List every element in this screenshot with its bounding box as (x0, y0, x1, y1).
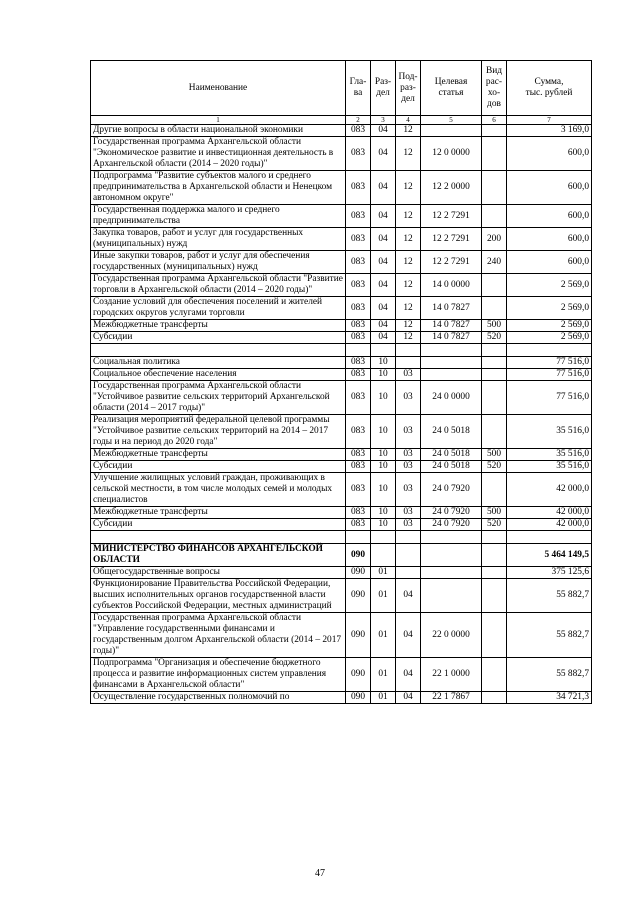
row-summa-cell: 35 516,0 (507, 415, 592, 449)
row-vid-rashodov-cell (482, 274, 507, 297)
row-razdel-cell: 04 (371, 228, 396, 251)
table-row (91, 320, 592, 332)
row-razdel-cell: 10 (371, 519, 396, 531)
row-vid-rashodov-cell: 520 (482, 519, 507, 531)
table-row (91, 519, 592, 531)
row-cel-statya-cell: 12 2 0000 (421, 171, 482, 205)
row-razdel-cell (371, 344, 396, 357)
table-row (91, 381, 592, 415)
row-vid-rashodov-cell (482, 473, 507, 507)
row-podrazdel-cell: 12 (396, 171, 421, 205)
col-number: 1 (91, 116, 346, 125)
row-cel-statya-cell: 24 0 0000 (421, 381, 482, 415)
row-summa-cell: 35 516,0 (507, 449, 592, 461)
table-row (91, 544, 592, 567)
table-row (91, 415, 592, 449)
row-razdel-cell: 01 (371, 613, 396, 658)
row-razdel-cell: 10 (371, 507, 396, 519)
row-podrazdel-cell: 12 (396, 332, 421, 344)
row-cel-statya-cell: 14 0 7827 (421, 320, 482, 332)
row-name-cell: Общегосударственные вопросы (91, 567, 346, 579)
row-summa-cell: 77 516,0 (507, 381, 592, 415)
row-podrazdel-cell (396, 357, 421, 369)
row-podrazdel-cell: 03 (396, 473, 421, 507)
row-glava-cell: 083 (346, 507, 371, 519)
row-summa-cell: 55 882,7 (507, 613, 592, 658)
row-name-cell: Государственная программа Архангельской области "Развитие торговли в Архангельской области (2014 – 2020 годы)" (91, 274, 346, 297)
row-cel-statya-cell: 24 0 5018 (421, 461, 482, 473)
row-razdel-cell: 01 (371, 579, 396, 613)
row-razdel-cell (371, 544, 396, 567)
table-body (91, 125, 592, 704)
table-row (91, 449, 592, 461)
row-razdel-cell: 10 (371, 381, 396, 415)
row-vid-rashodov-cell (482, 344, 507, 357)
row-razdel-cell: 04 (371, 274, 396, 297)
row-glava-cell: 083 (346, 297, 371, 320)
table-header-row (91, 61, 592, 116)
header-vid-rashodov: Вид рас- хо- дов (482, 61, 507, 116)
row-name-cell: Осуществление государственных полномочий по (91, 692, 346, 704)
row-cel-statya-cell: 14 0 7827 (421, 332, 482, 344)
row-razdel-cell: 04 (371, 137, 396, 171)
row-vid-rashodov-cell: 520 (482, 461, 507, 473)
row-podrazdel-cell: 04 (396, 658, 421, 692)
row-podrazdel-cell: 12 (396, 205, 421, 228)
row-razdel-cell: 01 (371, 658, 396, 692)
row-cel-statya-cell (421, 579, 482, 613)
row-name-cell: Государственная программа Архангельской области "Управление государственными финансами и государственным долгом Архангельской области (2014 – 2017 годы)" (91, 613, 346, 658)
row-podrazdel-cell: 12 (396, 320, 421, 332)
row-glava-cell: 083 (346, 357, 371, 369)
table-row (91, 658, 592, 692)
row-podrazdel-cell: 12 (396, 297, 421, 320)
row-summa-cell: 77 516,0 (507, 369, 592, 381)
table-row (91, 297, 592, 320)
row-glava-cell: 090 (346, 692, 371, 704)
row-podrazdel-cell: 12 (396, 137, 421, 171)
table-row (91, 137, 592, 171)
row-razdel-cell: 04 (371, 205, 396, 228)
row-razdel-cell: 10 (371, 449, 396, 461)
row-podrazdel-cell: 03 (396, 369, 421, 381)
row-podrazdel-cell (396, 344, 421, 357)
row-vid-rashodov-cell (482, 531, 507, 544)
row-vid-rashodov-cell (482, 692, 507, 704)
row-name-cell: Реализация мероприятий федеральной целевой программы "Устойчивое развитие сельских территорий на 2014 – 2017 годы и на период до 2020 года" (91, 415, 346, 449)
row-summa-cell: 600,0 (507, 137, 592, 171)
row-razdel-cell: 10 (371, 357, 396, 369)
row-summa-cell: 42 000,0 (507, 507, 592, 519)
row-summa-cell: 2 569,0 (507, 332, 592, 344)
row-glava-cell: 083 (346, 137, 371, 171)
row-summa-cell: 55 882,7 (507, 658, 592, 692)
row-cel-statya-cell: 14 0 7827 (421, 297, 482, 320)
row-vid-rashodov-cell: 500 (482, 507, 507, 519)
row-vid-rashodov-cell: 200 (482, 228, 507, 251)
row-summa-cell (507, 344, 592, 357)
page-number: 47 (315, 868, 325, 879)
row-name-cell: Иные закупки товаров, работ и услуг для обеспечения государственных (муниципальных) нужд (91, 251, 346, 274)
row-razdel-cell: 01 (371, 567, 396, 579)
row-summa-cell: 2 569,0 (507, 274, 592, 297)
row-cel-statya-cell (421, 531, 482, 544)
row-name-cell: Государственная программа Архангельской области "Устойчивое развитие сельских территорий Архангельской области (2014 – 2017 годы)" (91, 381, 346, 415)
row-podrazdel-cell: 04 (396, 579, 421, 613)
column-number-row (91, 116, 592, 125)
table-row (91, 692, 592, 704)
row-cel-statya-cell: 24 0 7920 (421, 473, 482, 507)
row-name-cell: Субсидии (91, 461, 346, 473)
row-name-cell: Подпрограмма "Организация и обеспечение бюджетного процесса и развитие информационных систем управления финансами в Архангельской области" (91, 658, 346, 692)
row-summa-cell: 600,0 (507, 251, 592, 274)
row-podrazdel-cell (396, 567, 421, 579)
row-summa-cell: 42 000,0 (507, 519, 592, 531)
table-row (91, 507, 592, 519)
row-name-cell: Другие вопросы в области национальной экономики (91, 125, 346, 137)
row-podrazdel-cell: 04 (396, 692, 421, 704)
row-razdel-cell: 01 (371, 692, 396, 704)
row-glava-cell: 083 (346, 449, 371, 461)
col-number: 7 (507, 116, 592, 125)
row-razdel-cell: 04 (371, 251, 396, 274)
row-name-cell: Межбюджетные трансферты (91, 320, 346, 332)
table-row (91, 579, 592, 613)
row-podrazdel-cell: 12 (396, 251, 421, 274)
table-row (91, 274, 592, 297)
budget-table-container (90, 60, 591, 704)
row-razdel-cell: 04 (371, 297, 396, 320)
row-razdel-cell: 10 (371, 473, 396, 507)
row-glava-cell: 083 (346, 251, 371, 274)
row-vid-rashodov-cell: 500 (482, 320, 507, 332)
table-row (91, 205, 592, 228)
header-glava: Гла- ва (346, 61, 371, 116)
table-row (91, 171, 592, 205)
row-vid-rashodov-cell (482, 658, 507, 692)
row-cel-statya-cell: 12 2 7291 (421, 228, 482, 251)
row-vid-rashodov-cell (482, 381, 507, 415)
row-cel-statya-cell (421, 125, 482, 137)
row-vid-rashodov-cell (482, 369, 507, 381)
row-glava-cell (346, 344, 371, 357)
col-number: 6 (482, 116, 507, 125)
row-glava-cell: 083 (346, 461, 371, 473)
table-row (91, 357, 592, 369)
col-number: 2 (346, 116, 371, 125)
row-summa-cell: 3 169,0 (507, 125, 592, 137)
table-row (91, 251, 592, 274)
row-name-cell: Субсидии (91, 519, 346, 531)
row-name-cell: Государственная поддержка малого и среднего предпринимательства (91, 205, 346, 228)
row-name-cell: Улучшение жилищных условий граждан, проживающих в сельской местности, в том числе молодых семей и молодых специалистов (91, 473, 346, 507)
row-razdel-cell: 04 (371, 320, 396, 332)
row-podrazdel-cell: 12 (396, 228, 421, 251)
row-name-cell (91, 344, 346, 357)
row-podrazdel-cell: 12 (396, 125, 421, 137)
row-summa-cell: 42 000,0 (507, 473, 592, 507)
spacer-row (91, 531, 592, 544)
row-glava-cell: 090 (346, 579, 371, 613)
row-cel-statya-cell: 22 0 0000 (421, 613, 482, 658)
row-glava-cell: 083 (346, 369, 371, 381)
row-summa-cell: 2 569,0 (507, 297, 592, 320)
row-cel-statya-cell (421, 357, 482, 369)
row-summa-cell: 5 464 149,5 (507, 544, 592, 567)
row-vid-rashodov-cell: 240 (482, 251, 507, 274)
row-vid-rashodov-cell (482, 125, 507, 137)
row-podrazdel-cell (396, 531, 421, 544)
row-vid-rashodov-cell (482, 205, 507, 228)
row-cel-statya-cell: 12 0 0000 (421, 137, 482, 171)
row-podrazdel-cell: 03 (396, 381, 421, 415)
row-razdel-cell: 04 (371, 125, 396, 137)
row-vid-rashodov-cell (482, 567, 507, 579)
row-vid-rashodov-cell (482, 137, 507, 171)
row-glava-cell: 090 (346, 567, 371, 579)
row-glava-cell: 083 (346, 205, 371, 228)
row-summa-cell: 600,0 (507, 171, 592, 205)
budget-table (90, 60, 592, 704)
row-name-cell: Межбюджетные трансферты (91, 507, 346, 519)
row-cel-statya-cell (421, 344, 482, 357)
row-glava-cell: 090 (346, 658, 371, 692)
header-podrazdel: Под- раз- дел (396, 61, 421, 116)
row-name-cell: Государственная программа Архангельской области "Экономическое развитие и инвестиционная деятельность в Архангельской области (2014 – 2020 годы)" (91, 137, 346, 171)
table-row (91, 332, 592, 344)
row-cel-statya-cell: 22 1 7867 (421, 692, 482, 704)
row-razdel-cell: 04 (371, 171, 396, 205)
row-name-cell: Социальное обеспечение населения (91, 369, 346, 381)
row-glava-cell: 083 (346, 274, 371, 297)
row-cel-statya-cell (421, 567, 482, 579)
row-podrazdel-cell: 03 (396, 507, 421, 519)
row-glava-cell: 083 (346, 320, 371, 332)
row-summa-cell: 2 569,0 (507, 320, 592, 332)
row-cel-statya-cell: 24 0 5018 (421, 415, 482, 449)
row-summa-cell: 375 125,6 (507, 567, 592, 579)
header-razdel: Раз- дел (371, 61, 396, 116)
table-row (91, 369, 592, 381)
row-glava-cell: 083 (346, 519, 371, 531)
header-cel-statya: Целевая статья (421, 61, 482, 116)
row-razdel-cell: 04 (371, 332, 396, 344)
row-name-cell: Социальная политика (91, 357, 346, 369)
row-glava-cell: 083 (346, 381, 371, 415)
row-podrazdel-cell (396, 544, 421, 567)
table-row (91, 613, 592, 658)
col-number: 4 (396, 116, 421, 125)
col-number: 5 (421, 116, 482, 125)
row-vid-rashodov-cell (482, 415, 507, 449)
row-cel-statya-cell: 22 1 0000 (421, 658, 482, 692)
row-podrazdel-cell: 03 (396, 415, 421, 449)
row-podrazdel-cell: 04 (396, 613, 421, 658)
row-glava-cell: 083 (346, 171, 371, 205)
row-summa-cell (507, 531, 592, 544)
col-number: 3 (371, 116, 396, 125)
row-vid-rashodov-cell: 500 (482, 449, 507, 461)
table-row (91, 473, 592, 507)
row-name-cell: Создание условий для обеспечения поселений и жителей городских округов услугами торговли (91, 297, 346, 320)
row-cel-statya-cell: 12 2 7291 (421, 205, 482, 228)
row-cel-statya-cell: 24 0 7920 (421, 507, 482, 519)
row-cel-statya-cell: 14 0 0000 (421, 274, 482, 297)
row-vid-rashodov-cell: 520 (482, 332, 507, 344)
row-cel-statya-cell: 24 0 7920 (421, 519, 482, 531)
row-cel-statya-cell: 24 0 5018 (421, 449, 482, 461)
row-razdel-cell (371, 531, 396, 544)
row-glava-cell: 083 (346, 332, 371, 344)
row-summa-cell: 34 721,3 (507, 692, 592, 704)
row-podrazdel-cell: 03 (396, 519, 421, 531)
row-glava-cell: 083 (346, 415, 371, 449)
row-summa-cell: 77 516,0 (507, 357, 592, 369)
row-razdel-cell: 10 (371, 369, 396, 381)
row-name-cell: Подпрограмма "Развитие субъектов малого и среднего предпринимательства в Архангельской области и Ненецком автономном округе" (91, 171, 346, 205)
spacer-row (91, 344, 592, 357)
row-razdel-cell: 10 (371, 461, 396, 473)
table-row (91, 125, 592, 137)
table-row (91, 567, 592, 579)
table-row (91, 461, 592, 473)
row-vid-rashodov-cell (482, 579, 507, 613)
row-summa-cell: 55 882,7 (507, 579, 592, 613)
row-summa-cell: 35 516,0 (507, 461, 592, 473)
row-name-cell: Субсидии (91, 332, 346, 344)
header-summa: Сумма, тыс. рублей (507, 61, 592, 116)
row-cel-statya-cell: 12 2 7291 (421, 251, 482, 274)
row-summa-cell: 600,0 (507, 205, 592, 228)
row-glava-cell: 090 (346, 544, 371, 567)
row-vid-rashodov-cell (482, 171, 507, 205)
table-row (91, 228, 592, 251)
row-name-cell: Функционирование Правительства Российской Федерации, высших исполнительных органов государственной власти субъектов Российской Федерации, местных администраций (91, 579, 346, 613)
row-cel-statya-cell (421, 544, 482, 567)
row-name-cell: Закупка товаров, работ и услуг для государственных (муниципальных) нужд (91, 228, 346, 251)
row-name-cell: МИНИСТЕРСТВО ФИНАНСОВ АРХАНГЕЛЬСКОЙ ОБЛАСТИ (91, 544, 346, 567)
row-vid-rashodov-cell (482, 544, 507, 567)
row-vid-rashodov-cell (482, 357, 507, 369)
row-glava-cell: 083 (346, 125, 371, 137)
row-summa-cell: 600,0 (507, 228, 592, 251)
row-glava-cell: 083 (346, 473, 371, 507)
row-podrazdel-cell: 03 (396, 449, 421, 461)
row-vid-rashodov-cell (482, 297, 507, 320)
row-cel-statya-cell (421, 369, 482, 381)
row-name-cell (91, 531, 346, 544)
row-glava-cell (346, 531, 371, 544)
row-podrazdel-cell: 03 (396, 461, 421, 473)
row-name-cell: Межбюджетные трансферты (91, 449, 346, 461)
row-glava-cell: 090 (346, 613, 371, 658)
row-podrazdel-cell: 12 (396, 274, 421, 297)
row-vid-rashodov-cell (482, 613, 507, 658)
header-name: Наименование (91, 61, 346, 116)
row-razdel-cell: 10 (371, 415, 396, 449)
row-glava-cell: 083 (346, 228, 371, 251)
